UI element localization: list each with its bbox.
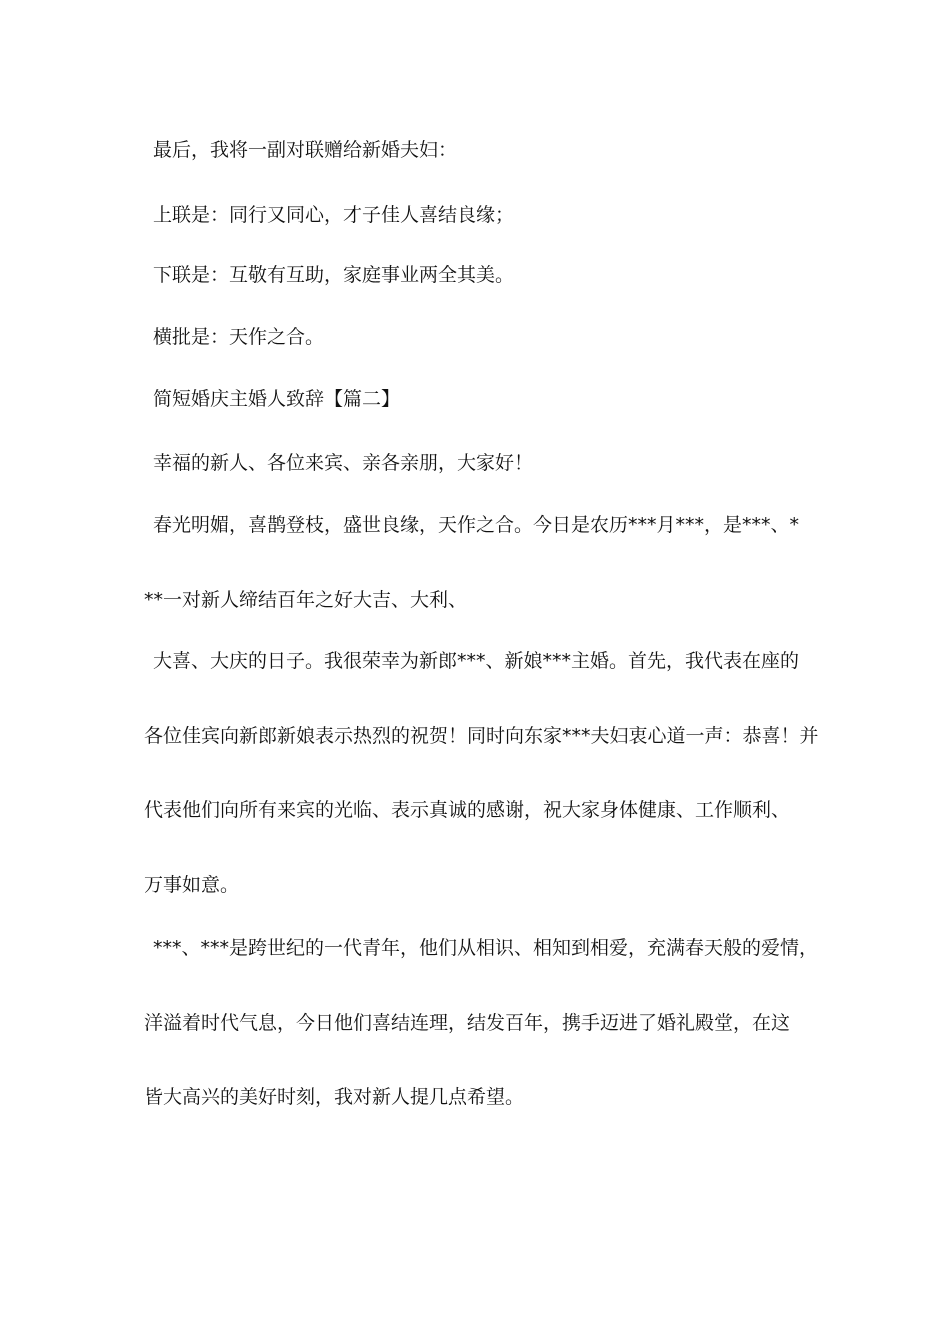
paragraph-line: 大喜、大庆的日子。我很荣幸为新郎***、新娘***主婚。首先，我代表在座的 xyxy=(153,650,800,672)
paragraph-couplet-intro: 最后，我将一副对联赠给新婚夫妇： xyxy=(153,139,458,161)
paragraph-lower-couplet: 下联是：互敬有互助，家庭事业两全其美。 xyxy=(153,264,515,286)
paragraph-line: ***、***是跨世纪的一代青年，他们从相识、相知到相爱，充满春天般的爱情， xyxy=(153,937,819,959)
paragraph-line: 各位佳宾向新郎新娘表示热烈的祝贺！同时向东家***夫妇衷心道一声：恭喜！并 xyxy=(144,725,819,747)
paragraph-line: 皆大高兴的美好时刻，我对新人提几点希望。 xyxy=(144,1086,525,1108)
paragraph-line: 万事如意。 xyxy=(144,874,240,896)
paragraph-line: 春光明媚，喜鹊登枝，盛世良缘，天作之合。今日是农历***月***，是***、* xyxy=(153,514,800,536)
paragraph-line: 代表他们向所有来宾的光临、表示真诚的感谢，祝大家身体健康、工作顺利、 xyxy=(144,799,791,821)
paragraph-greeting: 幸福的新人、各位来宾、亲各亲朋，大家好！ xyxy=(153,452,534,474)
section-heading: 简短婚庆主婚人致辞【篇二】 xyxy=(153,388,401,410)
paragraph-horizontal-scroll: 横批是：天作之合。 xyxy=(153,326,325,348)
paragraph-line: **一对新人缔结百年之好大吉、大利、 xyxy=(144,589,468,611)
paragraph-line: 洋溢着时代气息，今日他们喜结连理，结发百年，携手迈进了婚礼殿堂，在这 xyxy=(144,1012,791,1034)
paragraph-upper-couplet: 上联是：同行又同心，才子佳人喜结良缘； xyxy=(153,204,515,226)
